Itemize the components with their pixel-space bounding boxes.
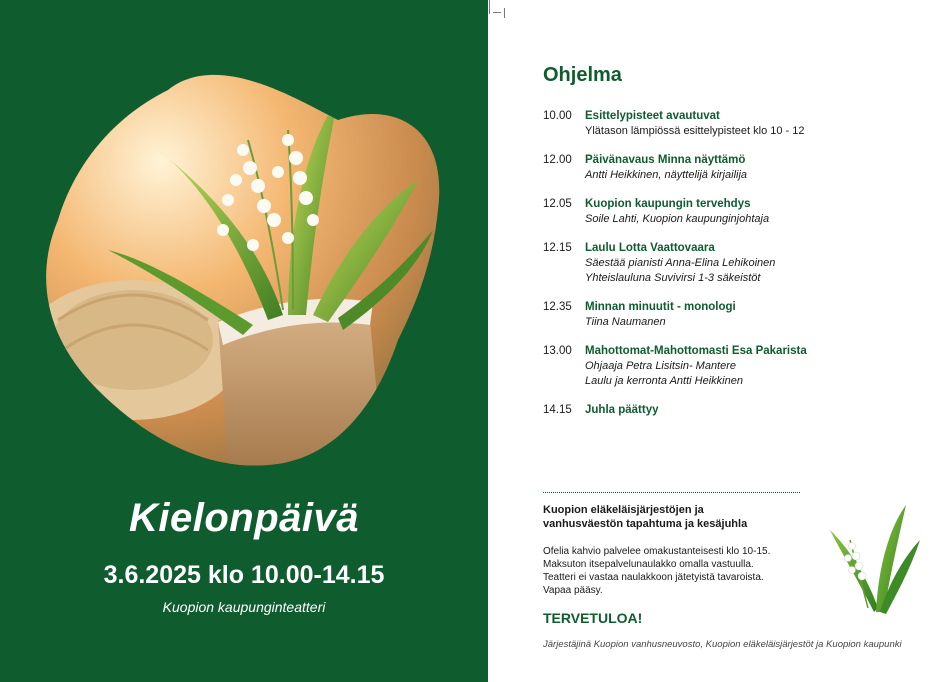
welcome-text: TERVETULOA! [543,610,643,626]
item-title: Kuopion kaupungin tervehdys [585,198,751,210]
program-item [543,402,943,418]
event-title: Kielonpäivä [128,496,359,540]
program-item [543,299,943,330]
event-datetime: 3.6.2025 klo 10.00-14.15 [103,561,385,589]
item-time: 12.35 [543,301,572,313]
note-line: Maksuton itsepalvelunaulakko omalla vastuulla. [543,559,754,570]
item-time: 12.00 [543,154,572,166]
item-title: Esittelypisteet avautuvat [585,110,720,122]
note-line: Vapaa pääsy. [543,585,603,596]
lily-of-the-valley-icon [828,500,920,615]
program-list [543,108,943,431]
item-title: Mahottomat-Mahottomasti Esa Pakarista [585,345,807,357]
item-line: Tiina Naumanen [585,316,666,328]
dotted-divider [543,492,800,493]
organization-title-line: vanhusväestön tapahtuma ja kesäjuhla [543,518,748,530]
organizers-text: Järjestäjinä Kuopion vanhusneuvosto, Kuopion eläkeläisjärjestöt ja Kuopion kaupunki [543,639,902,650]
program-panel [488,0,947,682]
item-line: Ylätason lämpiössä esittelypisteet klo 10 - 12 [585,125,805,137]
organization-title [543,503,833,531]
item-line: Ohjaaja Petra Lisitsin- Mantere [585,360,737,372]
program-item [543,240,943,286]
item-title: Minnan minuutit - monologi [585,301,736,313]
program-item [543,196,943,227]
program-item [543,152,943,183]
item-line: Antti Heikkinen, näyttelijä kirjailija [585,169,748,181]
program-heading: Ohjelma [543,64,622,86]
hero-photo [38,60,448,470]
item-time: 10.00 [543,110,572,122]
program-item [543,343,943,389]
note-line: Ofelia kahvio palvelee omakustanteisesti klo 10-15. [543,546,771,557]
item-line: Laulu ja kerronta Antti Heikkinen [585,375,743,387]
organization-title-line: Kuopion eläkeläisjärjestöjen ja [543,504,704,516]
item-line: Soile Lahti, Kuopion kaupunginjohtaja [585,213,770,225]
item-time: 14.15 [543,404,572,416]
event-venue: Kuopion kaupunginteatteri [162,599,326,615]
item-title: Juhla päättyy [585,404,659,416]
item-line: Yhteislauluna Suvivirsi 1-3 säkeistöt [585,272,761,284]
item-time: 13.00 [543,345,572,357]
program-item [543,108,943,139]
item-time: 12.15 [543,242,572,254]
item-title: Päivänavaus Minna näyttämö [585,154,746,166]
item-title: Laulu Lotta Vaattovaara [585,242,715,254]
note-line: Teatteri ei vastaa naulakkoon jätetyistä tavaroista. [543,572,764,583]
practical-notes [543,545,833,597]
item-time: 12.05 [543,198,572,210]
item-line: Säestää pianisti Anna-Elina Lehikoinen [585,257,776,269]
